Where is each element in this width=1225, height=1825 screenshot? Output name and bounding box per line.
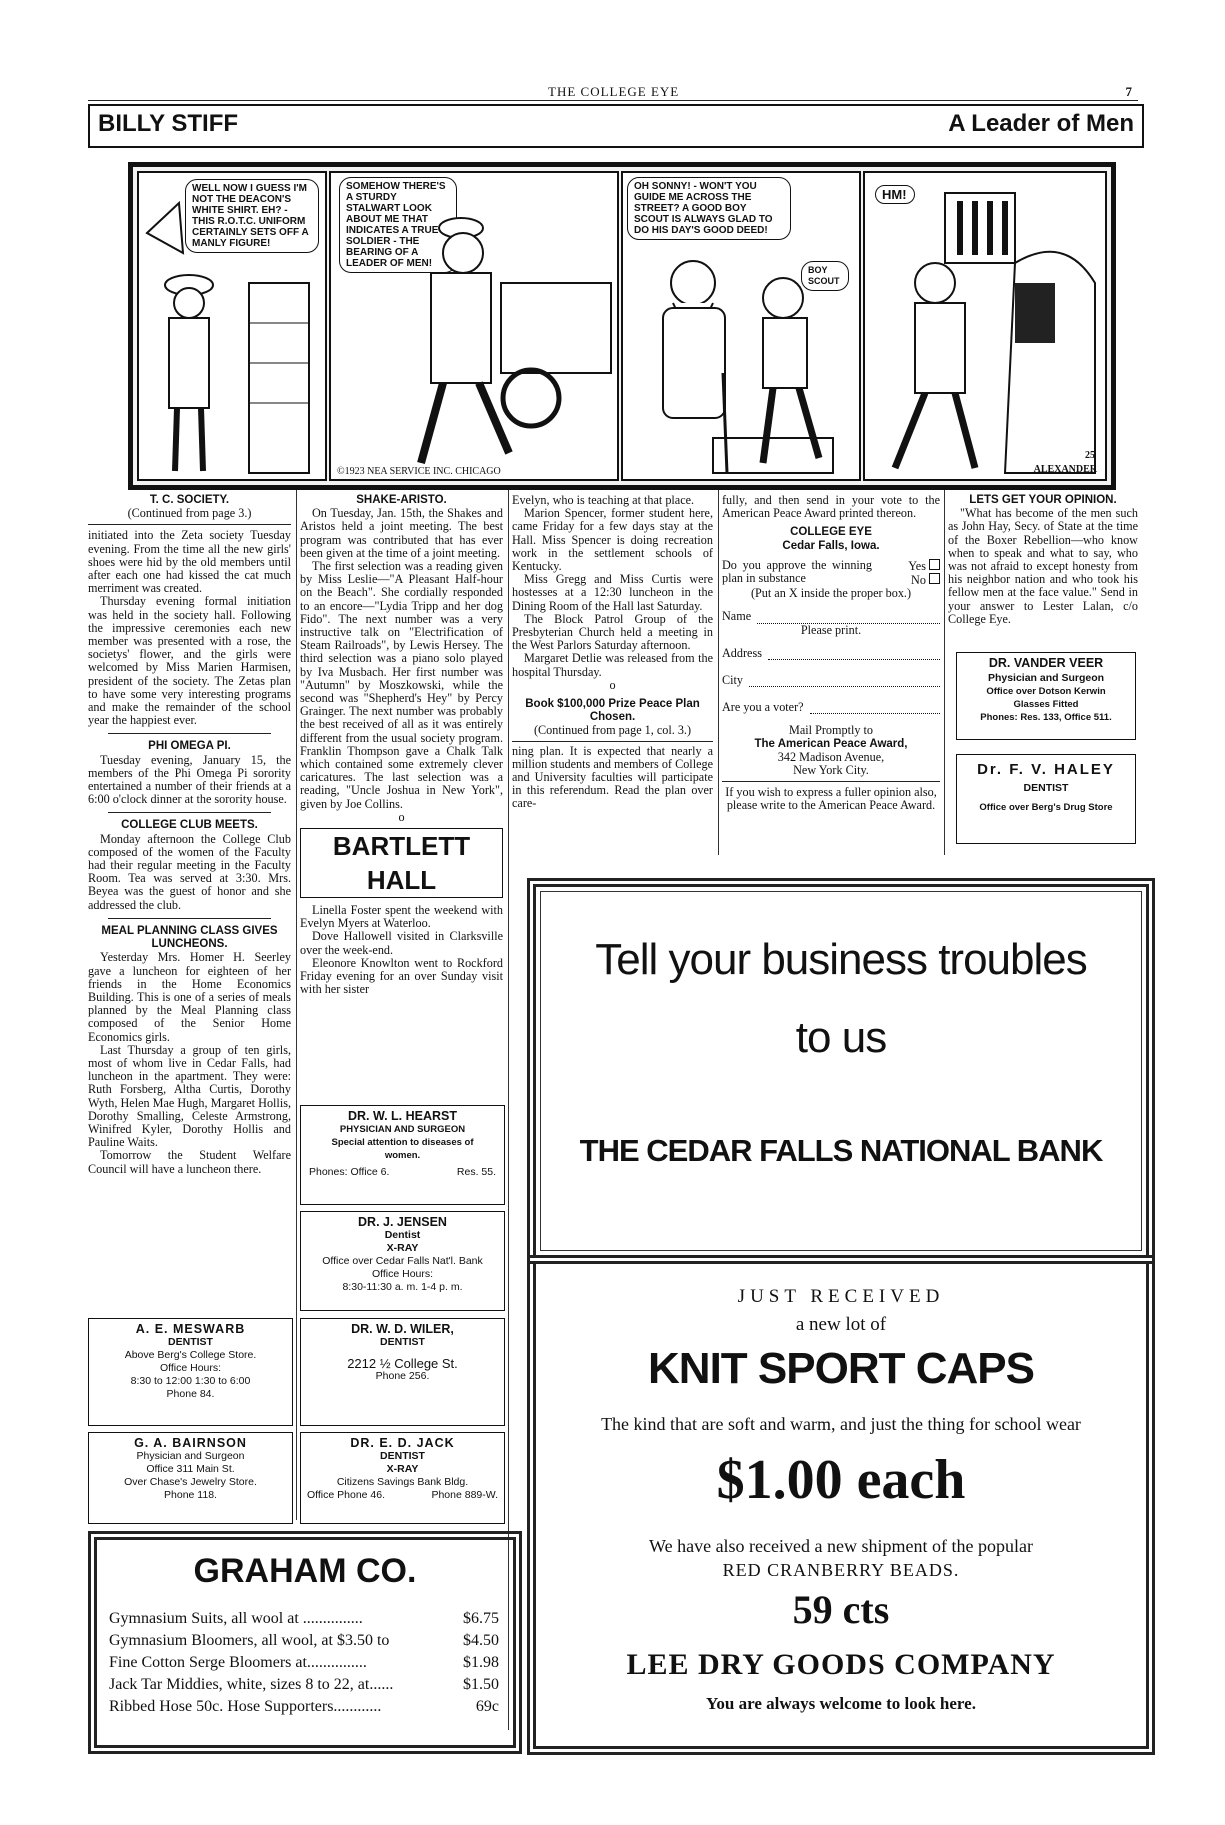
continued-note: (Continued from page 1, col. 3.) [533, 723, 692, 738]
article-paragraph: Eleonore Knowlton went to Rockford Friday evening for an over Sunday visit with her sister [300, 955, 503, 997]
address-label: Address [722, 645, 762, 660]
mail-line: Mail Promptly to [789, 723, 873, 738]
bank-ad-line-1: Tell your business troubles [595, 935, 1087, 984]
card-name: DR. E. D. JACK [350, 1436, 455, 1450]
name-label: Name [722, 609, 752, 624]
column-1 [88, 494, 291, 1176]
article-paragraph: Linella Foster spent the weekend with Evelyn Myers at Waterloo. [300, 903, 503, 931]
article-paragraph: If you wish to express a fuller opinion also, please write to the American Peace Award. [725, 785, 937, 813]
card-name: DR. W. L. HEARST [347, 1109, 458, 1123]
bank-ad-line-2: to us [795, 1013, 887, 1062]
mail-line: 342 Madison Avenue, [777, 749, 885, 764]
caps-ad-line: We have also received a new shipment of the popular [649, 1536, 1033, 1556]
city-line[interactable] [722, 674, 940, 687]
item-price: $1.98 [463, 1654, 499, 1671]
item-name: Jack Tar Middies, white, sizes 8 to 22, at...... [109, 1676, 394, 1693]
caps-ad-headline: KNIT SPORT CAPS [648, 1344, 1034, 1393]
card-line: Special attention to diseases of women. [331, 1137, 474, 1161]
card-line: Office over Berg's Drug Store [979, 802, 1113, 813]
item-name: Gymnasium Suits, all wool at ............... [109, 1610, 363, 1627]
lee-dry-goods-advertisement [527, 1255, 1155, 1755]
tc-society-heading: T. C. SOCIETY. [149, 494, 230, 506]
card-line: Phone 84. [166, 1388, 215, 1400]
card-line: Phone 118. [164, 1489, 217, 1501]
comic-strip [128, 162, 1116, 490]
card-line: Citizens Savings Bank Bldg. [336, 1476, 469, 1488]
card-name: DR. VANDER VEER [988, 656, 1104, 670]
scout-and-old-man-drawing [623, 173, 859, 479]
yes-label: Yes [908, 558, 926, 573]
card-jensen [300, 1211, 505, 1311]
card-line: 2212 ½ College St. [347, 1356, 458, 1371]
card-line: X-RAY [386, 1463, 419, 1475]
card-hearst [300, 1105, 505, 1205]
article-paragraph: Monday afternoon the College Club composed of the women of the Faculty had their regular meeting in the Faculty Room. Tea was served at 3:30. Mrs. Beyea was the guest of honor and she addressed the club. [88, 831, 291, 912]
card-line: Phones: Res. 133, Office 511. [980, 712, 1112, 723]
comic-panel-4 [863, 171, 1107, 481]
yes-checkbox[interactable] [929, 559, 940, 570]
card-line: Dentist [384, 1229, 421, 1241]
card-line: Physician and Surgeon [136, 1450, 245, 1462]
comic-panel-2 [329, 171, 619, 481]
running-head [88, 84, 1138, 101]
card-line: Phone 889-W. [431, 1489, 498, 1501]
item-name: Ribbed Hose 50c. Hose Supporters............ [109, 1698, 382, 1715]
card-line: Office Hours: [371, 1268, 434, 1280]
card-line: Office over Dotson Kerwin [986, 686, 1106, 697]
artist-signature: ALEXANDER [1033, 464, 1097, 475]
item-price: $4.50 [463, 1632, 499, 1649]
graham-co-advertisement [88, 1531, 522, 1754]
mail-line: New York City. [793, 763, 869, 778]
caps-ad-line: a new lot of [795, 1314, 887, 1335]
item-name: Gymnasium Bloomers, all wool, at $3.50 to [109, 1632, 390, 1649]
card-line: Res. 55. [456, 1166, 496, 1178]
card-name: Dr. F. V. HALEY [977, 761, 1115, 778]
article-paragraph: Tomorrow the Student Welfare Council will have a luncheon there. [88, 1148, 291, 1176]
article-paragraph: The first selection was a reading given by Miss Leslie—"A Pleasant Half-hour on the Beach". She cordially responded to an encore—"Lydia Tripp and her dog Fido". The next number was a very instructive talk on "Electrification of Steam Railroads", by Lewis Hersey. The third selection was a piano solo played by Iva Musbach. Her first number was "Autumn" by Moszkowski, while the second was "Shepherd's Hey" by Percy Grainger. The next number was probably the best received of all as it was entirely different from the usual society program. Franklin Thompson gave a Chalk Talk which contained some extremely clever caricatures. The last selection was a reading, "Uncle Joshua in New York", given by Joe Collins. [300, 559, 503, 811]
card-line: 8:30 to 12:00 1:30 to 6:00 [130, 1375, 251, 1387]
graham-item [109, 1676, 499, 1694]
speech-bubble-3: OH SONNY! - WON'T YOU GUIDE ME ACROSS THE STREET? A GOOD BOY SCOUT IS ALWAYS GLAD TO DO HIS DAY'S GOOD DEED! [627, 177, 791, 240]
card-name: DR. W. D. WILER, [351, 1322, 454, 1336]
article-paragraph: Tuesday evening, January 15, the members of the Phi Omega Pi sorority entertained a number of their friends at a 6:00 o'clock dinner at the sorority house. [88, 752, 291, 807]
ballot-instruction: (Put an X inside the proper box.) [750, 586, 912, 601]
article-paragraph: ning plan. It is expected that nearly a million students and members of College and University faculties will participate in this referendum. Read the plan over care- [512, 743, 713, 811]
paper-name: THE COLLEGE EYE [548, 84, 680, 99]
mail-line: The American Peace Award, [754, 737, 908, 750]
card-line: DENTIST [1023, 782, 1069, 794]
graham-title: GRAHAM CO. [193, 1552, 417, 1590]
speech-bubble-1: WELL NOW I GUESS I'M NOT THE DEACON'S WHITE SHIRT. EH? - THIS R.O.T.C. UNIFORM CERTAINLY SETS OFF A MANLY FIGURE! [185, 179, 319, 253]
article-paragraph: On Tuesday, Jan. 15th, the Shakes and Aristos held a joint meeting. The best program was contributed that has ever been given at the time of a joint meeting. [300, 506, 503, 560]
column-4-ballot [722, 494, 940, 813]
ballot-question: Do you approve the winning plan in substance [722, 557, 872, 586]
cadet-mirror-drawing [139, 173, 325, 479]
name-line[interactable] [722, 610, 940, 623]
column-2 [300, 494, 503, 997]
speech-bubble-2: SOMEHOW THERE'S A STURDY STALWART LOOK ABOUT ME THAT INDICATES A TRUE SOLDIER - THE BEARING OF A LEADER OF MEN! [339, 177, 457, 273]
graham-item [109, 1698, 499, 1716]
card-wiler [300, 1318, 505, 1426]
shake-aristo-heading: SHAKE-ARISTO. [356, 494, 447, 506]
mailbox-scene-drawing [865, 173, 1105, 479]
card-line: 8:30-11:30 a. m. 1-4 p. m. [342, 1281, 463, 1293]
card-name: G. A. BAIRNSON [134, 1436, 247, 1450]
article-paragraph: The Block Patrol Group of the Presbyterian Church held a meeting in the West Parlors Saturday afternoon. [512, 611, 713, 653]
no-checkbox[interactable] [929, 573, 940, 584]
graham-item [109, 1654, 499, 1672]
column-5 [948, 494, 1138, 626]
city-label: City [722, 673, 743, 688]
card-haley [956, 754, 1136, 844]
graham-item [109, 1632, 499, 1650]
item-price: $1.50 [463, 1676, 499, 1693]
comic-panel-3 [621, 171, 861, 481]
bank-advertisement [527, 878, 1155, 1264]
print-note: Please print. [800, 622, 862, 637]
card-jack [300, 1432, 505, 1524]
store-name: LEE DRY GOODS COMPANY [626, 1648, 1056, 1681]
card-line: DENTIST [380, 1336, 425, 1348]
boy-scout-label: BOY SCOUT [801, 261, 849, 291]
card-line: Office Hours: [159, 1362, 222, 1374]
card-line: PHYSICIAN AND SURGEON [339, 1124, 466, 1135]
voter-label: Are you a voter? [722, 700, 804, 715]
card-line: DENTIST [380, 1450, 425, 1462]
comic-title-bar [88, 104, 1144, 148]
meal-planning-heading: MEAL PLANNING CLASS GIVES LUNCHEONS. [101, 924, 278, 951]
column-3 [512, 494, 713, 811]
article-paragraph: Evelyn, who is teaching at that place. [512, 493, 695, 507]
article-paragraph: Miss Gregg and Miss Curtis were hostesses at a 12:30 luncheon in the Dining Room of the Hall last Saturday. [512, 572, 713, 613]
article-paragraph: fully, and then send in your vote to the American Peace Award printed thereon. [722, 493, 940, 521]
article-paragraph: Last Thursday a group of ten girls, most of whom live in Cedar Falls, had luncheon in the apartment. They were: Ruth Forsberg, Altha Curtis, Dorothy Wyth, Helen Mae Hugh, Margaret Hollis, Dorothy Smalling, Celeste Armstrong, Winifred Kyler, Dorothy Hollis and Pauline Waits. [88, 1042, 291, 1150]
college-club-heading: COLLEGE CLUB MEETS. [121, 819, 258, 832]
separator: o [398, 809, 405, 824]
beads-price: 59 cts [792, 1587, 890, 1632]
card-line: Phone 256. [375, 1370, 430, 1382]
item-price: $6.75 [463, 1610, 499, 1627]
card-line: Above Berg's College Store. [124, 1349, 257, 1361]
page-number: 7 [1125, 84, 1132, 99]
item-name: Fine Cotton Serge Bloomers at............... [109, 1654, 367, 1671]
card-line: Physician and Surgeon [987, 672, 1105, 684]
speech-bubble-4: HM! [875, 185, 915, 204]
article-paragraph: initiated into the Zeta society Tuesday evening. From the time all the new girls' shoes were hid by the old members until after each one had kissed the cat much merriment was created. [88, 528, 291, 596]
card-name: DR. J. JENSEN [358, 1215, 447, 1229]
comic-title: BILLY STIFF [98, 110, 239, 137]
card-line: Office Phone 46. [307, 1489, 386, 1501]
article-paragraph: Yesterday Mrs. Homer H. Seerley gave a luncheon for eighteen of her friends in the Home Economics Building. This is one of a series of meals planned by the Meal Planning class composed of the Senior Home Economics girls. [88, 950, 291, 1044]
article-paragraph: Marion Spencer, former student here, came Friday for a few days stay at the Hall. Miss Spencer is doing recreation work in the settlement schools of Kentucky. [512, 506, 713, 574]
opinion-heading: LETS GET YOUR OPINION. [969, 494, 1117, 506]
card-line: Office over Cedar Falls Nat'l. Bank [322, 1255, 483, 1267]
bank-name: THE CEDAR FALLS NATIONAL BANK [579, 1133, 1103, 1168]
no-label: No [911, 573, 926, 588]
card-line: DENTIST [168, 1336, 213, 1348]
strip-number: 25 [1085, 450, 1095, 461]
ballot-subheading: Cedar Falls, Iowa. [782, 539, 880, 552]
article-paragraph: Thursday evening formal initiation was held in the society hall. Following the impressive ceremonies each new member was presented with a rose, the societys' flower, and the girls were welcomed by Miss Marien Harmisen, president of the society. The Zetas plan to have some very interesting programs and make the remainder of the school year the happiest ever. [88, 594, 291, 728]
card-bairnson [88, 1432, 293, 1524]
caps-ad-line: JUST RECEIVED [737, 1286, 945, 1307]
caps-ad-price: $1.00 each [716, 1449, 966, 1511]
caps-ad-line: The kind that are soft and warm, and just the thing for school wear [601, 1414, 1081, 1434]
card-name: A. E. MESWARB [135, 1322, 246, 1336]
column-rule [944, 490, 945, 855]
column-rule [296, 490, 297, 1520]
marching-cadet-drawing [331, 173, 617, 479]
comic-copyright: ©1923 NEA SERVICE INC. CHICAGO [337, 466, 501, 477]
separator: o [609, 677, 616, 692]
card-vander-veer [956, 652, 1136, 740]
article-paragraph: Dove Hallowell visited in Clarksville over the week-end. [300, 929, 503, 957]
card-line: Glasses Fitted [1013, 699, 1079, 710]
card-meswarb [88, 1318, 293, 1426]
caps-ad-footer: You are always welcome to look here. [706, 1694, 976, 1713]
bartlett-hall-heading: BARTLETT HALL [300, 828, 503, 898]
ballot-heading: COLLEGE EYE [790, 526, 872, 539]
article-paragraph: Margaret Detlie was released from the hospital Thursday. [512, 651, 713, 679]
address-line[interactable] [722, 647, 940, 660]
comic-panel-1 [137, 171, 327, 481]
graham-item [109, 1610, 499, 1628]
comic-subtitle: A Leader of Men [948, 110, 1134, 137]
voter-line[interactable] [722, 701, 940, 714]
card-line: X-RAY [386, 1242, 419, 1254]
item-price: 69c [475, 1698, 499, 1715]
column-rule [718, 490, 719, 855]
card-line: Over Chase's Jewelry Store. [124, 1476, 257, 1488]
caps-ad-line: RED CRANBERRY BEADS. [722, 1560, 960, 1580]
article-paragraph: "What has become of the men such as John Hay, Secy. of State at the time of the Boxer Rebellion—who know when to speak and what to say, who was not afraid to except honesty from his neighbor nation and who took his fellow men at the face value." Send in your answer to Lester Lalan, c/o College Eye. [948, 506, 1138, 626]
card-line: Office 311 Main St. [146, 1463, 235, 1475]
continued-note: (Continued from page 3.) [127, 506, 252, 521]
card-line: Phones: Office 6. [309, 1166, 390, 1178]
phi-omega-heading: PHI OMEGA PI. [148, 740, 231, 753]
peace-plan-heading: Book $100,000 Prize Peace Plan Chosen. [525, 698, 700, 724]
